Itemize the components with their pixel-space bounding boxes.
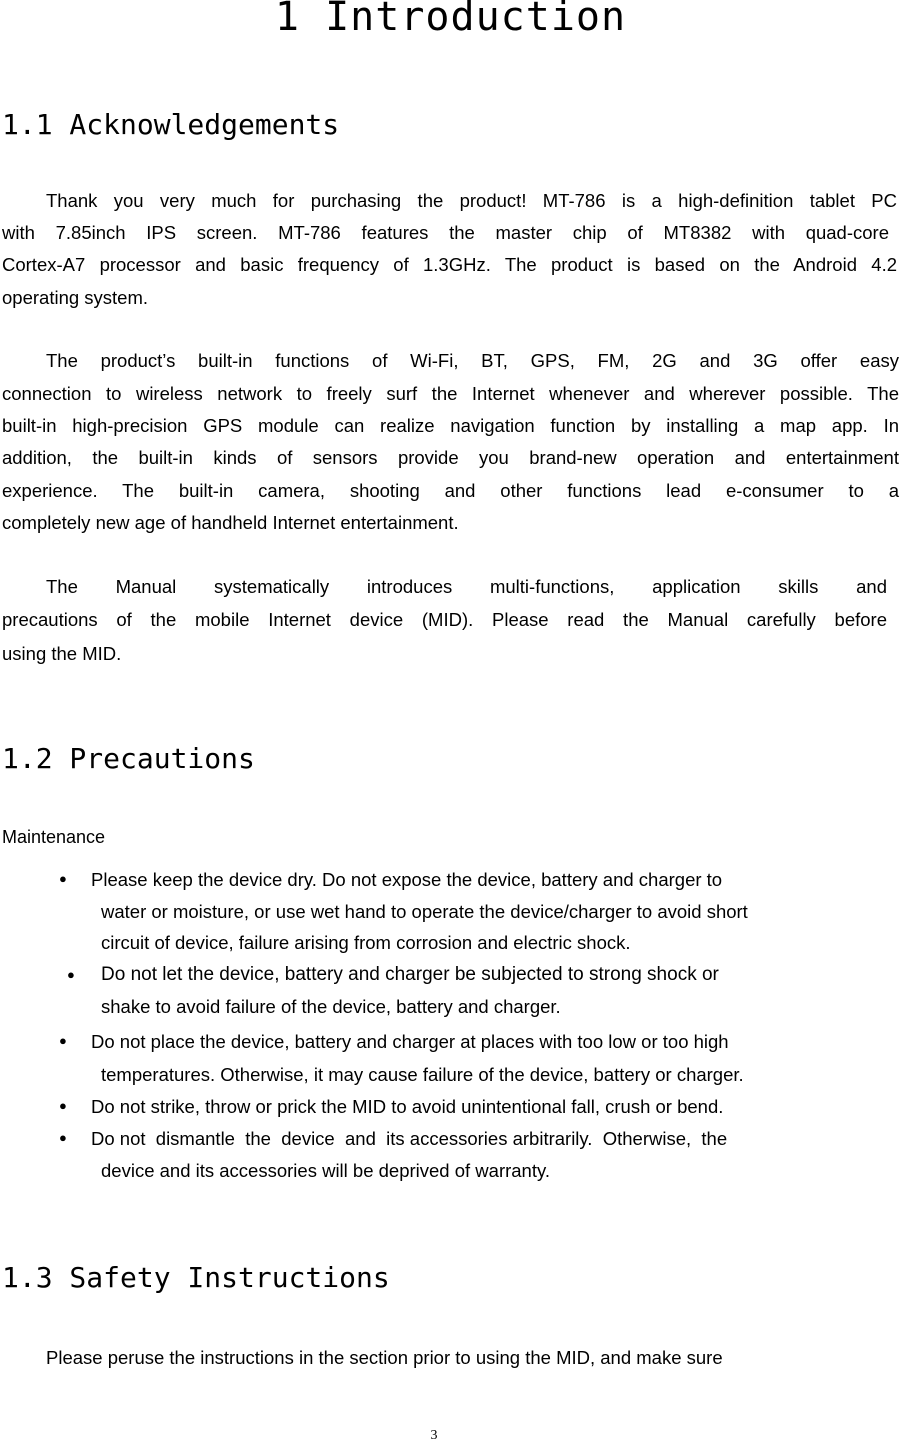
list-item-line: circuit of device, failure arising from corrosion and electric shock. — [101, 932, 631, 953]
paragraph-line: built-in high-precision GPS module can realize navigation function by installing a map app. In — [2, 415, 899, 436]
paragraph-line: addition, the built-in kinds of sensors provide you brand-new operation and entertainment — [2, 447, 899, 468]
section-heading-acknowledgements: 1.1 Acknowledgements — [2, 108, 340, 141]
bullet-icon: ● — [67, 967, 75, 982]
page-number: 3 — [430, 1428, 438, 1443]
list-item-line: Do not strike, throw or prick the MID to avoid unintentional fall, crush or bend. — [91, 1096, 724, 1117]
list-item-line: shake to avoid failure of the device, battery and charger. — [101, 996, 561, 1017]
list-item-line: device and its accessories will be deprived of warranty. — [101, 1160, 551, 1181]
list-item-line: Please keep the device dry. Do not expose the device, battery and charger to — [91, 869, 723, 890]
list-item-line: temperatures. Otherwise, it may cause failure of the device, battery or charger. — [101, 1064, 744, 1085]
list-item-line: Do not dismantle the device and its accessories arbitrarily. Otherwise, the — [91, 1128, 728, 1149]
paragraph-line: using the MID. — [2, 643, 122, 664]
subheading-maintenance: Maintenance — [2, 827, 106, 847]
paragraph-line: completely new age of handheld Internet entertainment. — [2, 512, 459, 533]
paragraph-line: precautions of the mobile Internet device (MID). Please read the Manual carefully before — [2, 609, 887, 630]
bullet-icon: ● — [59, 1098, 67, 1113]
list-item-line: Do not place the device, battery and charger at places with too low or too high — [91, 1031, 729, 1052]
paragraph-line: with 7.85inch IPS screen. MT-786 features the master chip of MT8382 with quad-core — [2, 222, 889, 243]
paragraph-line: Cortex-A7 processor and basic frequency of 1.3GHz. The product is based on the Android 4.2 — [2, 254, 897, 275]
chapter-title: 1 Introduction — [274, 0, 627, 40]
bullet-icon: ● — [59, 1130, 67, 1145]
list-item-line: water or moisture, or use wet hand to operate the device/charger to avoid short — [101, 901, 748, 922]
paragraph-line: The Manual systematically introduces multi-functions, application skills and — [46, 576, 887, 597]
section-heading-safety-instructions: 1.3 Safety Instructions — [2, 1261, 390, 1294]
bullet-icon: ● — [59, 1033, 67, 1048]
list-item-line: Do not let the device, battery and charger be subjected to strong shock or — [101, 964, 719, 985]
section-heading-precautions: 1.2 Precautions — [2, 742, 255, 775]
paragraph-line: operating system. — [2, 287, 149, 308]
paragraph-line: Thank you very much for purchasing the product! MT-786 is a high-definition tablet PC — [46, 190, 897, 211]
safety-paragraph-line: Please peruse the instructions in the section prior to using the MID, and make sure — [46, 1347, 723, 1368]
paragraph-line: The product’s built-in functions of Wi-Fi, BT, GPS, FM, 2G and 3G offer easy — [46, 350, 899, 371]
paragraph-line: connection to wireless network to freely surf the Internet whenever and wherever possible. The — [2, 383, 899, 404]
bullet-icon: ● — [59, 871, 67, 886]
paragraph-line: experience. The built-in camera, shooting and other functions lead e-consumer to a — [2, 480, 899, 501]
